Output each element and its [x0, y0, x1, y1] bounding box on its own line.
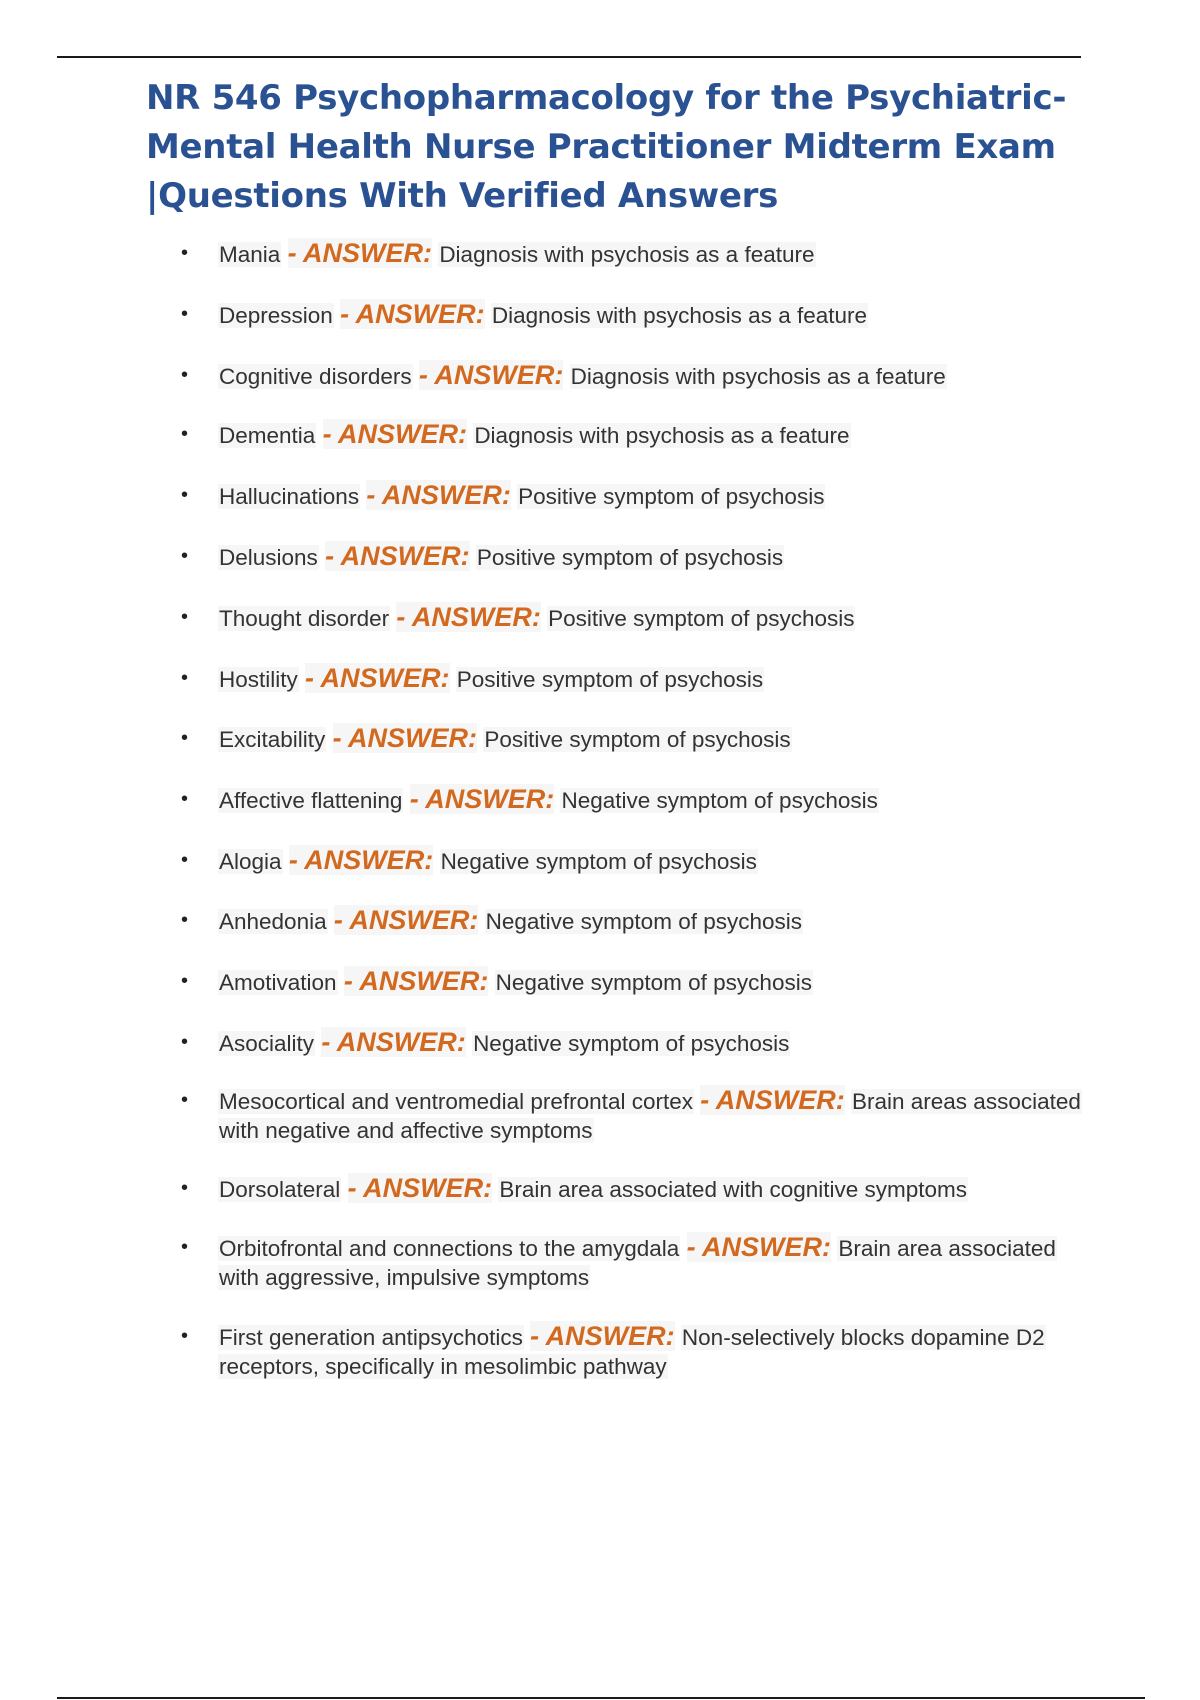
- term: Mania: [219, 242, 281, 267]
- answer-marker: - ANSWER:: [686, 1232, 832, 1262]
- term: Asociality: [219, 1031, 315, 1056]
- answer-marker: - ANSWER:: [409, 784, 555, 814]
- answer-marker: - ANSWER:: [418, 360, 564, 390]
- list-item: [181, 602, 1098, 633]
- list-item: [181, 419, 1098, 450]
- answer: Diagnosis with psychosis as a feature: [570, 364, 946, 389]
- answer: Non-selectively blocks dopamine D2 receptors, specifically in mesolimbic pathway: [219, 1325, 1045, 1379]
- list-item: [181, 845, 1098, 876]
- term: Thought disorder: [219, 606, 390, 631]
- answer-marker: - ANSWER:: [325, 541, 470, 571]
- answer-marker: - ANSWER:: [321, 1027, 466, 1057]
- list-item: [181, 663, 1098, 694]
- answer: Negative symptom of psychosis: [485, 909, 802, 934]
- bullet-icon: •: [181, 667, 189, 689]
- answer-marker: - ANSWER:: [340, 299, 485, 329]
- answer-marker: - ANSWER:: [343, 966, 489, 996]
- term: Amotivation: [219, 970, 337, 995]
- bottom-rule: [57, 1697, 1145, 1699]
- bullet-icon: •: [181, 1325, 189, 1347]
- term: Orbitofrontal and connections to the amygdala: [219, 1236, 680, 1261]
- answer-marker: - ANSWER:: [305, 663, 450, 693]
- answer: Negative symptom of psychosis: [440, 849, 757, 874]
- list-item: [181, 723, 1098, 754]
- list-item: [181, 1232, 1098, 1292]
- list-item: [181, 541, 1098, 572]
- top-rule: [57, 56, 1081, 58]
- term: Affective flattening: [219, 788, 403, 813]
- answer: Negative symptom of psychosis: [495, 970, 812, 995]
- bullet-icon: •: [181, 242, 189, 264]
- bullet-icon: •: [181, 303, 189, 325]
- term: Hostility: [219, 667, 298, 692]
- answer: Brain area associated with cognitive symptoms: [499, 1177, 968, 1202]
- list-item: [181, 238, 1098, 269]
- answer: Positive symptom of psychosis: [456, 667, 764, 692]
- answer: Diagnosis with psychosis as a feature: [491, 303, 868, 328]
- term: Excitability: [219, 727, 326, 752]
- answer-marker: - ANSWER:: [333, 905, 479, 935]
- term: Hallucinations: [219, 484, 360, 509]
- answer-marker: - ANSWER:: [322, 419, 468, 449]
- answer: Negative symptom of psychosis: [561, 788, 878, 813]
- answer-marker: - ANSWER:: [530, 1321, 675, 1351]
- term: Anhedonia: [219, 909, 327, 934]
- term: First generation antipsychotics: [219, 1325, 523, 1350]
- bullet-icon: •: [181, 484, 189, 506]
- list-item: [181, 480, 1098, 511]
- list-item: [181, 299, 1098, 330]
- title-line: Mental Health Nurse Practitioner Midterm Exam: [146, 127, 1056, 167]
- bullet-icon: •: [181, 849, 189, 871]
- bullet-icon: •: [181, 1236, 189, 1258]
- term: Delusions: [219, 545, 318, 570]
- term: Dementia: [219, 423, 316, 448]
- term: Dorsolateral: [219, 1177, 341, 1202]
- list-item: [181, 1085, 1098, 1145]
- answer: Positive symptom of psychosis: [484, 727, 791, 752]
- list-item: [181, 1321, 1098, 1381]
- answer: Positive symptom of psychosis: [548, 606, 855, 631]
- term: Depression: [219, 303, 333, 328]
- answer-marker: - ANSWER:: [287, 238, 433, 268]
- document-title: [146, 74, 1076, 221]
- list-item: [181, 1027, 1098, 1058]
- answer-marker: - ANSWER:: [396, 602, 541, 632]
- answer-marker: - ANSWER:: [332, 723, 478, 753]
- bullet-icon: •: [181, 606, 189, 628]
- bullet-icon: •: [181, 423, 189, 445]
- answer: Positive symptom of psychosis: [518, 484, 825, 509]
- bullet-icon: •: [181, 1177, 189, 1199]
- bullet-icon: •: [181, 727, 189, 749]
- bullet-icon: •: [181, 545, 189, 567]
- term: Mesocortical and ventromedial prefrontal cortex: [219, 1089, 693, 1114]
- answer: Diagnosis with psychosis as a feature: [474, 423, 850, 448]
- list-item: [181, 905, 1098, 936]
- bullet-icon: •: [181, 1031, 189, 1053]
- answer: Brain area associated with aggressive, impulsive symptoms: [219, 1236, 1056, 1290]
- term: Alogia: [219, 849, 282, 874]
- title-line: NR 546 Psychopharmacology for the Psychiatric-: [146, 78, 1067, 118]
- bullet-icon: •: [181, 788, 189, 810]
- list-item: [181, 784, 1098, 815]
- bullet-icon: •: [181, 364, 189, 386]
- answer-marker: - ANSWER:: [347, 1173, 493, 1203]
- bullet-icon: •: [181, 970, 189, 992]
- title-line: |Questions With Verified Answers: [146, 176, 779, 216]
- answer: Diagnosis with psychosis as a feature: [439, 242, 815, 267]
- list-item: [181, 966, 1098, 997]
- term: Cognitive disorders: [219, 364, 412, 389]
- answer-marker: - ANSWER:: [366, 480, 511, 510]
- answer-marker: - ANSWER:: [700, 1085, 845, 1115]
- answer: Positive symptom of psychosis: [476, 545, 784, 570]
- list-item: [181, 360, 1098, 391]
- bullet-icon: •: [181, 1089, 189, 1111]
- answer: Negative symptom of psychosis: [473, 1031, 790, 1056]
- answer-marker: - ANSWER:: [288, 845, 434, 875]
- bullet-icon: •: [181, 909, 189, 931]
- answer: Brain areas associated with negative and affective symptoms: [219, 1089, 1081, 1143]
- list-item: [181, 1173, 1098, 1204]
